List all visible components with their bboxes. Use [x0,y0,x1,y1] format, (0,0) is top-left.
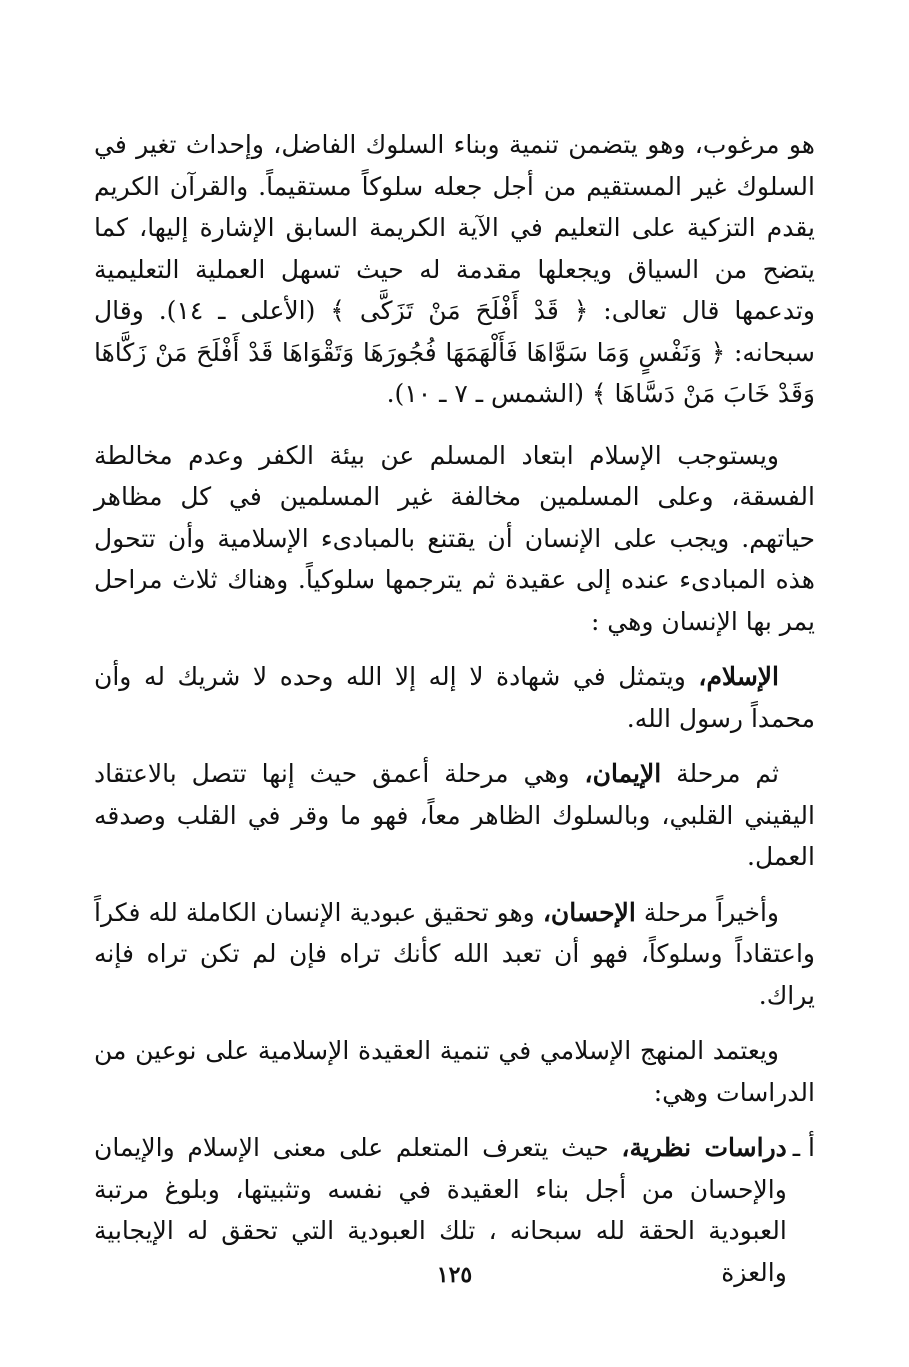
paragraph-islam-requirements [94,435,815,643]
paragraph-text: ويتمثل في شهادة لا إله إلا الله وحده لا شريك له وأن محمداً رسول الله. [94,662,815,733]
list-item-term: دراسات نظرية، [621,1133,787,1162]
page-number: ١٢٥ [436,1262,473,1288]
paragraph-tazkiya [94,124,815,415]
paragraph-text: وهو تحقيق عبودية الإنسان الكاملة لله فكراً واعتقاداً وسلوكاً، فهو أن تعبد الله كأنك تراه فإن لم تكن تراه فإنه يراك. [94,897,815,1010]
paragraph-stage-islam [94,656,815,739]
stage-term-ihsan: الإحسان، [542,897,636,927]
paragraph-study-types [94,1030,815,1113]
paragraph-lead-text: وأخيراً مرحلة [635,897,779,927]
paragraph-lead-text: ثم مرحلة [661,759,779,788]
paragraph-text: ويستوجب الإسلام ابتعاد المسلم عن بيئة الكفر وعدم مخالطة الفسقة، وعلى المسلمين مخالفة غير المسلمين في كل مظاهر حياتهم. ويجب على الإنسان أن يقتنع بالمبادىء الإسلامية وأن تتحول هذه المبادىء عنده إلى عقيدة ثم يترجمها سلوكياً. وهناك ثلاث مراحل يمر بها الإنسان وهي : [94,440,815,636]
stage-term-iman: الإيمان، [584,759,662,788]
paragraph-stage-iman [94,753,815,878]
paragraph-text: وهي مرحلة أعمق حيث إنها تتصل بالاعتقاد اليقيني القلبي، وبالسلوك الظاهر معاً، فهو ما وقر في القلب وصدقه العمل. [94,759,815,871]
paragraph-text: ويعتمد المنهج الإسلامي في تنمية العقيدة الإسلامية على نوعين من الدراسات وهي: [94,1036,815,1107]
stage-term-islam: الإسلام، [698,662,779,691]
paragraph-stage-ihsan [94,892,815,1017]
list-item-letter: أ ـ [792,1133,815,1162]
paragraph-text: هو مرغوب، وهو يتضمن تنمية وبناء السلوك الفاضل، وإحداث تغير في السلوك غير المستقيم من أجل جعله سلوكاً مستقيماً. والقرآن الكريم يقدم التزكية على التعليم في الآية الكريمة السابق الإشارة إليها، كما يتضح من السياق ويجعلها مقدمة له حيث تسهل العملية التعليمية وتدعمها قال تعالى: ﴿ قَدْ أَفْلَحَ مَنْ تَزَكَّى ﴾ (الأعلى ـ ١٤). وقال سبحانه: ﴿ وَنَفْسٍ وَمَا سَوَّاهَا فَأَلْهَمَهَا فُجُورَهَا وَتَقْوَاهَا قَدْ أَفْلَحَ مَنْ زَكَّاهَا وَقَدْ خَابَ مَنْ دَسَّاهَا ﴾ (الشمس ـ ٧ ـ ١٠). [94,130,815,408]
list-item-text: حيث يتعرف المتعلم على معنى الإسلام والإيمان والإحسان من أجل بناء العقيدة في نفسه وتثبيتها، وبلوغ مرتبة العبودية الحقة لله سبحانه ، تلك العبودية التي تحقق له الإيجابية والعزة [94,1133,787,1287]
